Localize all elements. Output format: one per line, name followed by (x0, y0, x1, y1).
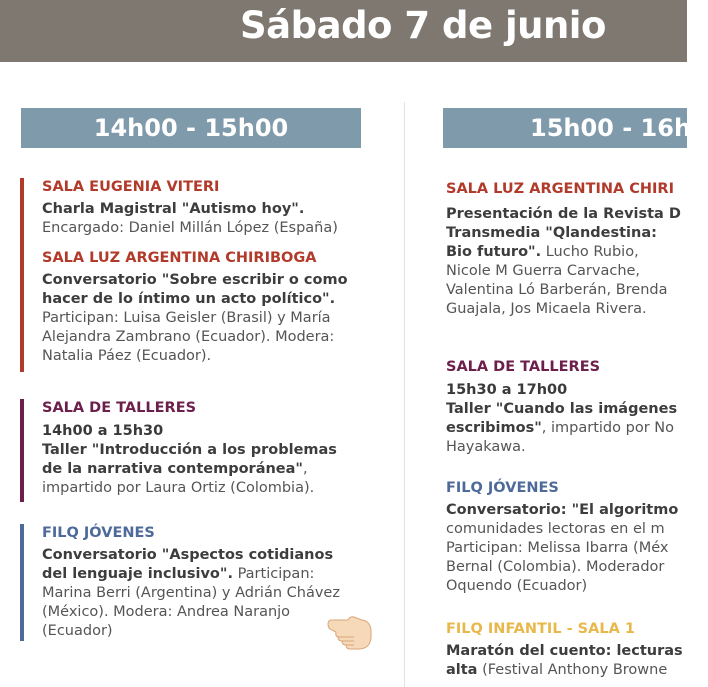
event-title: Maratón del cuento: lecturas alta (446, 643, 683, 678)
sala-name: FILQ JÓVENES (42, 525, 155, 541)
event-description (446, 400, 687, 457)
schedule-block (20, 524, 360, 641)
event-description (42, 271, 360, 366)
event-details: Encargado: Daniel Millán López (España) (42, 220, 338, 236)
event-description (42, 441, 360, 498)
sala-name: SALA EUGENIA VITERI (42, 179, 220, 195)
event-details: Lucho Rubio, Nicole M Guerra Carvache, Valentina Ló Barberán, Brenda Guajala, Jos Micaela Rivera. (446, 244, 668, 317)
event-details: Participan: Luisa Geisler (Brasil) y María Alejandra Zambrano (Ecuador). Modera: Natalia Páez (Ecuador). (42, 310, 335, 364)
session-time: 14h00 a 15h30 (42, 423, 164, 439)
page-title: Sábado 7 de junio (240, 4, 606, 47)
accent-bar (20, 524, 24, 641)
event-title: Presentación de la Revista D Transmedia "Qlandestina: Bio futuro". (446, 206, 681, 260)
event-title: Conversatorio "Sobre escribir o como hacer de lo íntimo un acto político". (42, 272, 348, 307)
event-description (446, 501, 687, 596)
accent-bar (20, 178, 24, 372)
schedule-block (20, 399, 360, 502)
time-slot-left: 14h00 - 15h00 (21, 108, 361, 148)
event-details: , impartido por Laura Ortiz (Colombia). (42, 461, 315, 496)
event-description (446, 205, 687, 319)
event-title: Taller "Introducción a los problemas de la narrativa contemporánea" (42, 442, 337, 477)
accent-bar (20, 399, 24, 502)
sala-name: FILQ INFANTIL - SALA 1 (446, 621, 635, 637)
sala-name: SALA LUZ ARGENTINA CHIRI (446, 181, 674, 197)
session-time: 15h30 a 17h00 (446, 382, 568, 398)
schedule-block (424, 620, 687, 680)
event-title: Charla Magistral "Autismo hoy". (42, 201, 305, 217)
sala-name: SALA DE TALLERES (42, 400, 197, 416)
event-details: (Festival Anthony Browne (477, 662, 668, 678)
sala-name: FILQ JÓVENES (446, 480, 559, 496)
schedule-block (20, 178, 360, 372)
sala-name: SALA LUZ ARGENTINA CHIRIBOGA (42, 250, 317, 266)
event-details: Participan: Marina Berri (Argentina) y Adrián Chávez (México). Modera: Andrea Naranjo (Ecuador) (42, 566, 340, 639)
left-column (20, 178, 360, 641)
sala-name: SALA DE TALLERES (446, 359, 601, 375)
event-details: comunidades lectoras en el m Participan: Melissa Ibarra (Méx Bernal (Colombia). Moderador Oquendo (Ecuador) (446, 521, 669, 594)
event-details: , impartido por No Hayakawa. (446, 420, 674, 455)
right-column (424, 180, 687, 680)
schedule-block (424, 180, 687, 319)
event-title: Conversatorio: "El algoritmo (446, 502, 679, 518)
event-description (446, 642, 687, 680)
schedule-block (424, 479, 687, 596)
time-slot-right: 15h00 - 16h0 (443, 108, 687, 148)
event-title: Conversatorio "Aspectos cotidianos del lenguaje inclusivo". (42, 547, 334, 582)
event-description (42, 200, 360, 238)
column-divider (404, 102, 405, 687)
event-title: Taller "Cuando las imágenes escribimos" (446, 401, 678, 436)
event-description (42, 546, 360, 641)
pointing-hand-icon (326, 612, 374, 652)
schedule-block (424, 358, 687, 457)
